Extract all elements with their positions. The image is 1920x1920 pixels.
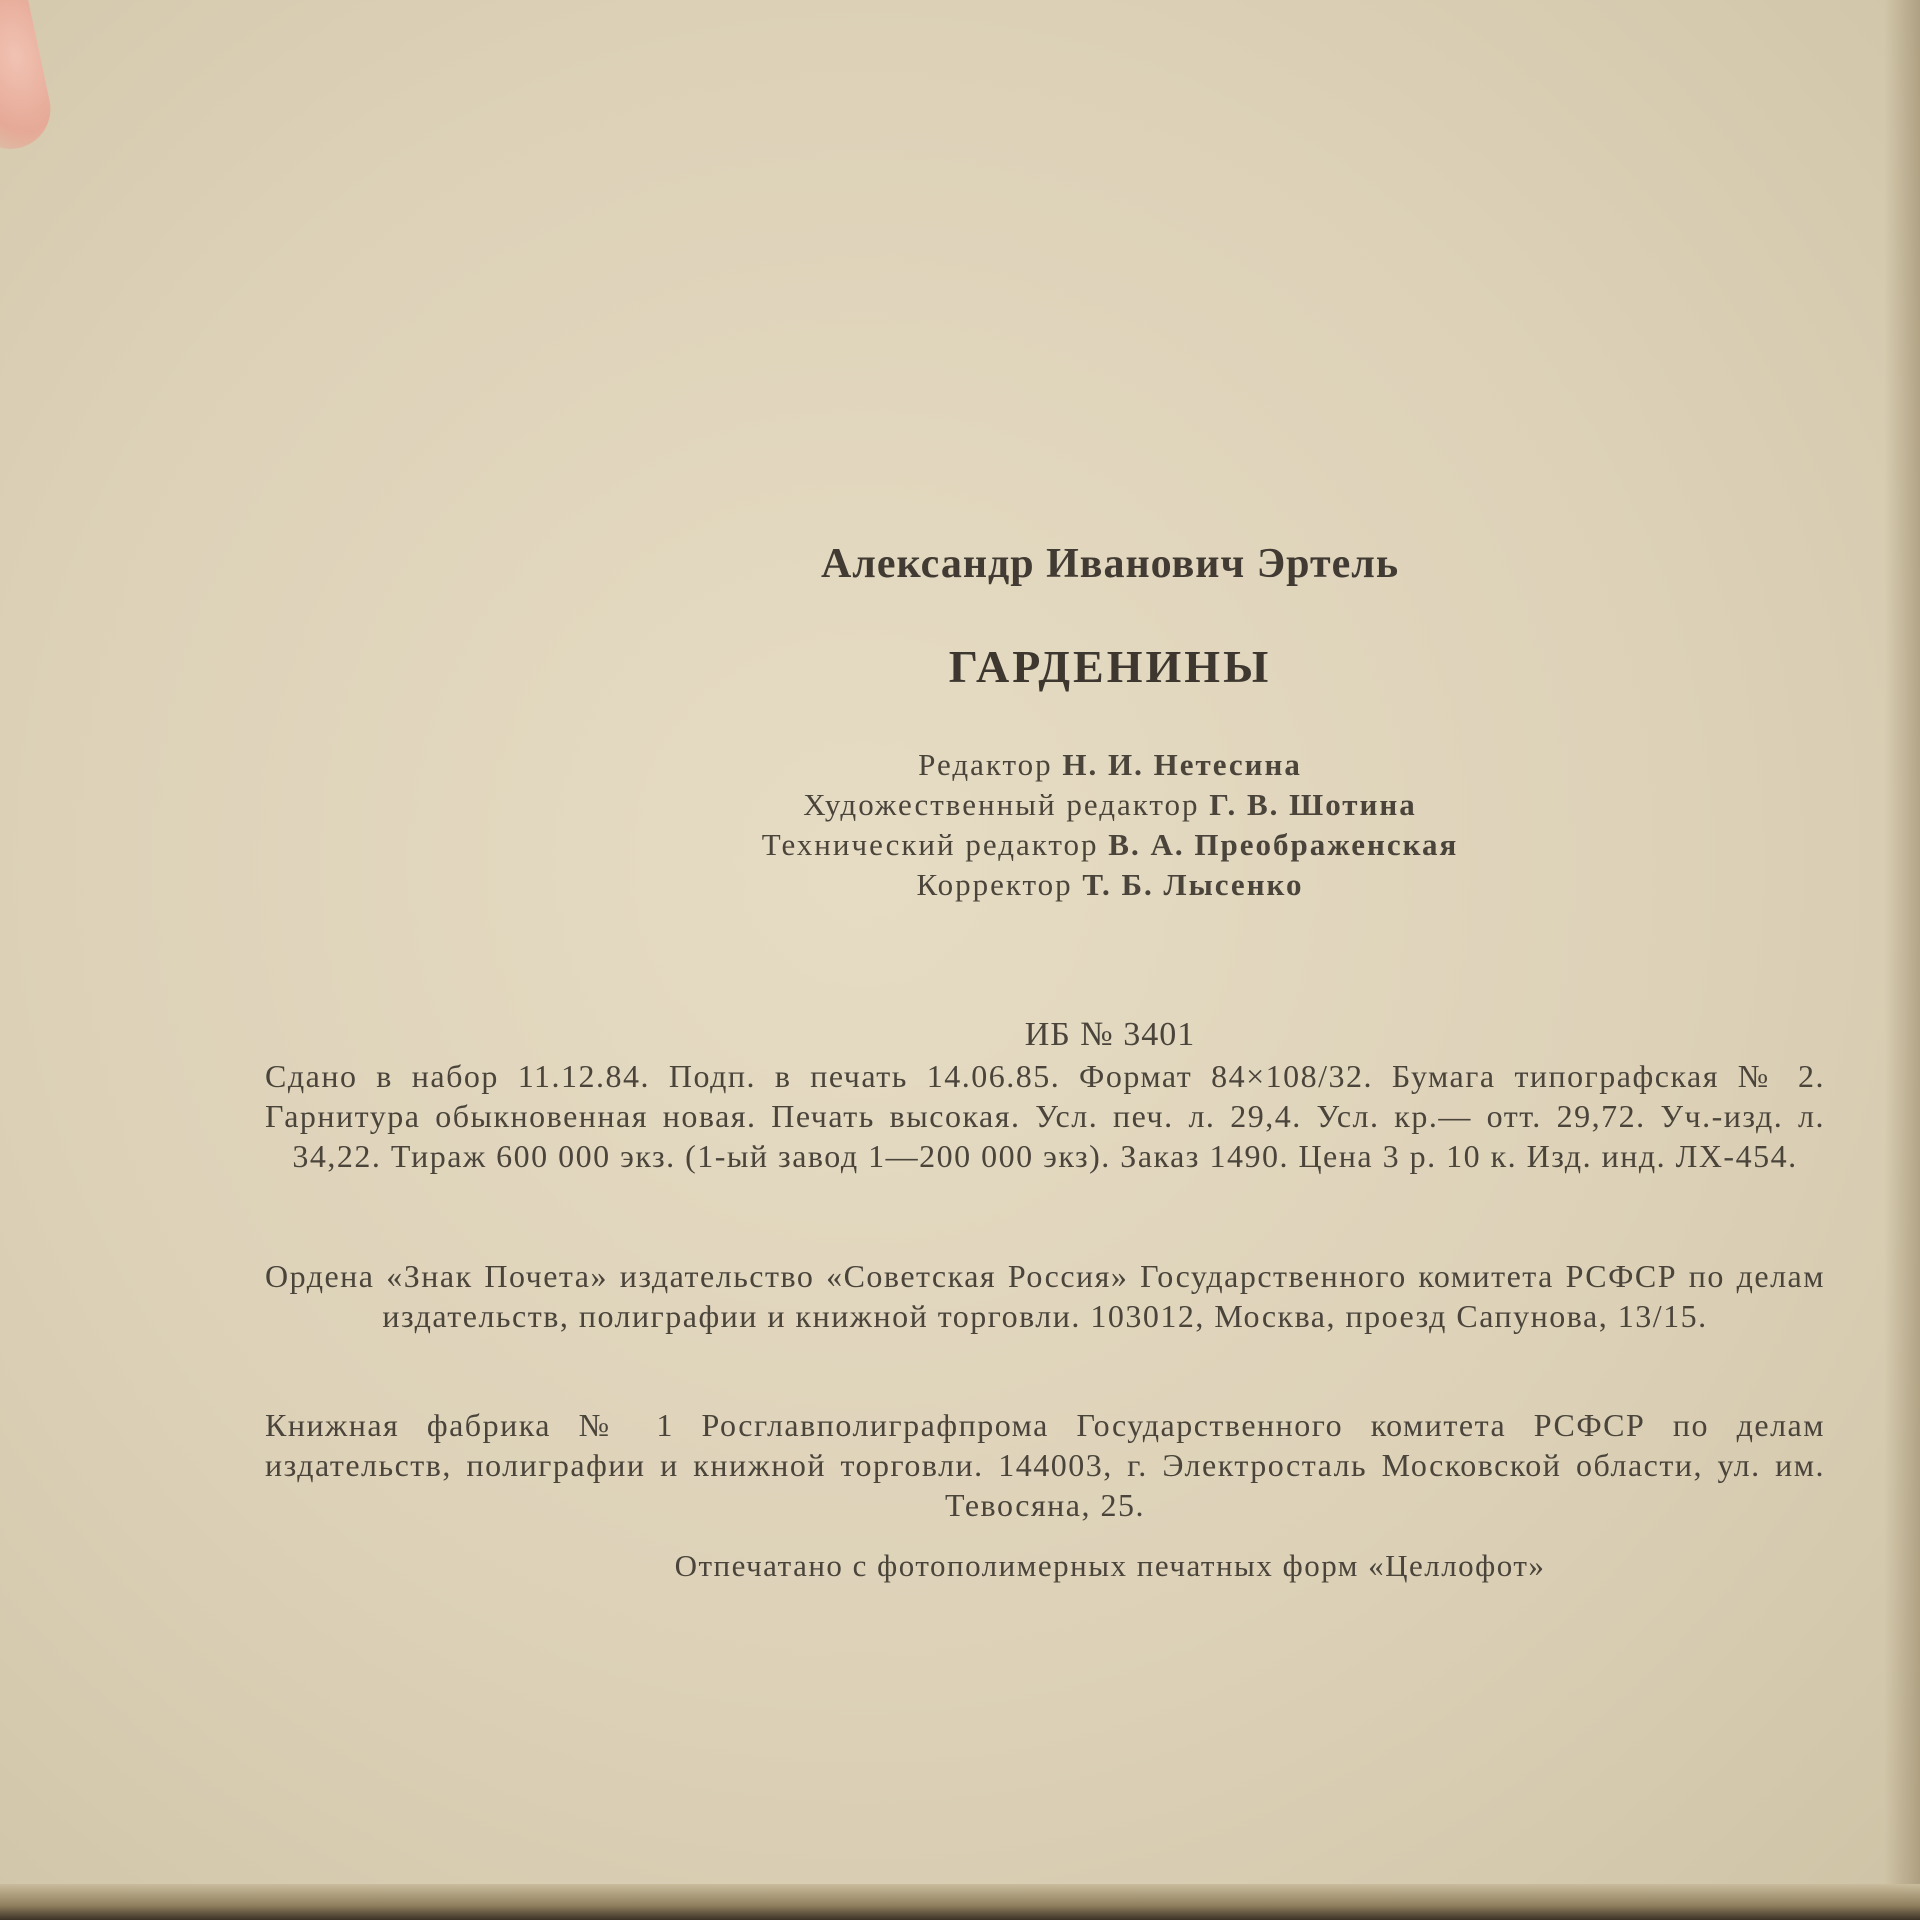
credit-role: Художественный редактор — [803, 787, 1200, 822]
credits-list — [150, 745, 1920, 905]
credit-line — [150, 865, 1920, 905]
book-author: Александр Иванович Эртель — [820, 541, 1400, 587]
credit-name: Н. И. Нетесина — [1062, 747, 1302, 782]
credit-line — [150, 785, 1920, 825]
printer-info: Книжная фабрика № 1 Росглавполиграфпрома Государственного комитета РСФСР по делам издательств, полиграфии и книжной торговли. 144003, г. Электросталь Московской области, ул. им. Тевосяна, 25. — [265, 1407, 1825, 1523]
book-title: ГАРДЕНИНЫ — [948, 641, 1272, 692]
credit-name: В. А. Преображенская — [1108, 827, 1459, 862]
credit-name: Г. В. Шотина — [1209, 787, 1417, 822]
credit-role: Корректор — [916, 867, 1073, 902]
credit-name: Т. Б. Лысенко — [1082, 867, 1304, 902]
page-bottom-edge — [0, 1884, 1920, 1920]
ib-number: ИБ № 3401 — [1024, 1016, 1196, 1053]
printed-note: Отпечатано с фотополимерных печатных форм «Целлофот» — [674, 1548, 1546, 1583]
credit-line — [150, 825, 1920, 865]
credit-role: Редактор — [918, 747, 1053, 782]
thumb-image — [0, 0, 58, 156]
page-edge-shadow — [1884, 0, 1920, 1920]
credit-line — [150, 745, 1920, 785]
imprint-details: Сдано в набор 11.12.84. Подп. в печать 14.06.85. Формат 84×108/32. Бумага типографская № 2. Гарнитура обыкновенная новая. Печать высокая. Усл. печ. л. 29,4. Усл. кр.— отт. 29,72. Уч.-изд. л. 34,22. Тираж 600 000 экз. (1-ый завод 1—200 000 экз). Заказ 1490. Цена 3 р. 10 к. Изд. инд. ЛХ-454. — [265, 1058, 1825, 1174]
publisher-info: Ордена «Знак Почета» издательство «Советская Россия» Государственного комитета РСФСР по делам издательств, полиграфии и книжной торговли. 103012, Москва, проезд Сапунова, 13/15. — [265, 1258, 1825, 1334]
credit-role: Технический редактор — [761, 827, 1099, 862]
